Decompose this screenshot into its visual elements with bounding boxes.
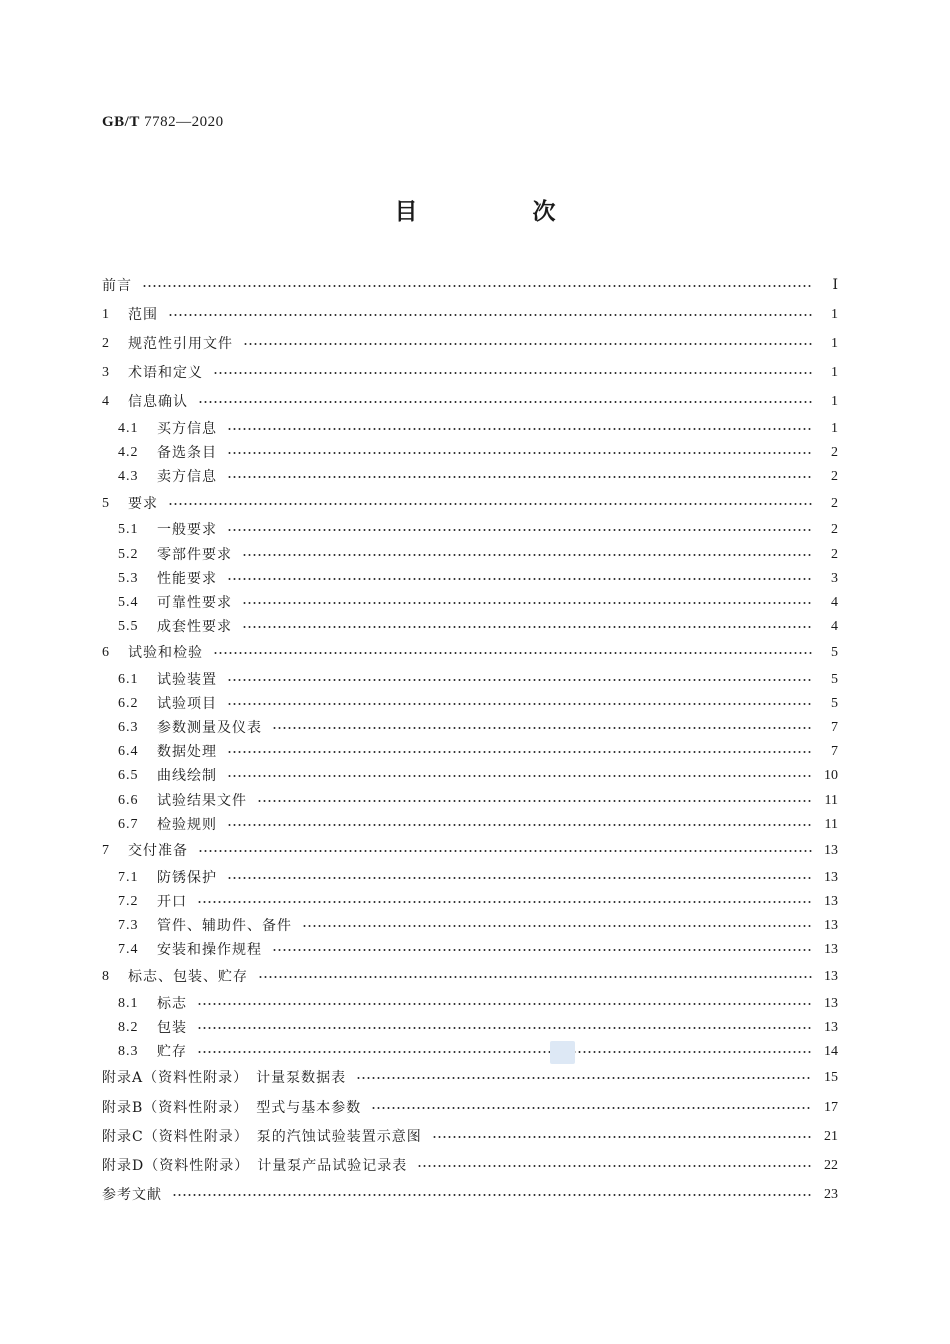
- toc-entry-label: 范围: [128, 306, 158, 323]
- toc-entry[interactable]: [102, 866, 838, 890]
- toc-entry[interactable]: [102, 1016, 838, 1040]
- toc-entry-number: 6.7: [118, 816, 139, 832]
- toc-entry-number: 6: [102, 645, 110, 661]
- toc-dot-leader: [197, 1026, 812, 1030]
- toc-entry[interactable]: [102, 1040, 838, 1064]
- table-of-contents: [102, 271, 838, 1210]
- toc-entry-number: 6.6: [118, 792, 139, 808]
- toc-entry-number: 6.1: [118, 672, 139, 688]
- toc-entry[interactable]: [102, 764, 838, 788]
- toc-entry-label: 标志: [157, 995, 187, 1012]
- toc-entry-page: 1: [831, 335, 838, 351]
- toc-entry-label: 性能要求: [157, 570, 217, 587]
- toc-dot-leader: [227, 427, 812, 431]
- toc-dot-leader: [227, 577, 812, 581]
- toc-entry-number: 6.5: [118, 768, 139, 784]
- toc-entry[interactable]: [102, 1064, 838, 1093]
- toc-entry[interactable]: [102, 543, 838, 567]
- toc-dot-leader: [213, 651, 812, 655]
- toc-entry-page: 2: [831, 445, 838, 461]
- toc-entry-page: 1: [831, 420, 838, 436]
- toc-entry-number: 7.4: [118, 942, 139, 958]
- toc-dot-leader: [227, 528, 812, 532]
- toc-entry-page: 13: [824, 942, 838, 958]
- toc-entry-number: 5.1: [118, 522, 139, 538]
- toc-entry-label: 管件、辅助件、备件: [157, 918, 292, 935]
- toc-entry-page: 11: [824, 816, 838, 832]
- toc-entry[interactable]: [102, 1181, 838, 1210]
- toc-entry-page: 3: [831, 570, 838, 586]
- toc-entry-label: 附录B（资料性附录） 型式与基本参数: [102, 1099, 362, 1116]
- standard-code: [102, 114, 224, 131]
- toc-entry-label: 标志、包装、贮存: [128, 968, 248, 985]
- toc-dot-leader: [197, 900, 812, 904]
- toc-entry-label: 防锈保护: [157, 869, 217, 886]
- toc-entry-label: 参数测量及仪表: [157, 720, 262, 737]
- toc-entry[interactable]: [102, 837, 838, 866]
- toc-entry[interactable]: [102, 465, 838, 489]
- toc-entry-label: 信息确认: [128, 394, 188, 411]
- toc-entry-label: 试验和检验: [128, 645, 203, 662]
- toc-entry-number: 8: [102, 968, 110, 984]
- toc-entry[interactable]: [102, 740, 838, 764]
- toc-dot-leader: [432, 1135, 812, 1139]
- toc-entry-number: 4: [102, 394, 110, 410]
- toc-entry-number: 5: [102, 495, 110, 511]
- standard-code-prefix: GB/T: [102, 114, 140, 130]
- page-title: 目 次: [394, 198, 602, 225]
- toc-dot-leader: [258, 975, 812, 979]
- toc-entry-page: 5: [831, 696, 838, 712]
- toc-entry[interactable]: [102, 789, 838, 813]
- toc-dot-leader: [242, 625, 812, 629]
- toc-entry-page: 22: [824, 1157, 838, 1173]
- toc-dot-leader: [168, 502, 812, 506]
- toc-entry-number: 5.5: [118, 618, 139, 634]
- toc-dot-leader: [198, 400, 812, 404]
- toc-entry-label: 曲线绘制: [157, 768, 217, 785]
- toc-entry-number: 8.1: [118, 995, 139, 1011]
- toc-entry[interactable]: [102, 962, 838, 991]
- toc-entry-page: 14: [824, 1043, 838, 1059]
- toc-dot-leader: [272, 948, 812, 952]
- toc-entry[interactable]: [102, 388, 838, 417]
- toc-entry[interactable]: [102, 890, 838, 914]
- toc-dot-leader: [198, 849, 812, 853]
- toc-dot-leader: [142, 284, 812, 288]
- toc-entry-number: 7.3: [118, 918, 139, 934]
- toc-entry[interactable]: [102, 991, 838, 1015]
- toc-entry-label: 检验规则: [157, 816, 217, 833]
- toc-entry[interactable]: [102, 1093, 838, 1122]
- toc-dot-leader: [227, 475, 812, 479]
- toc-entry-page: 5: [831, 645, 838, 661]
- toc-entry-page: 15: [824, 1070, 838, 1086]
- toc-entry-page: 4: [831, 618, 838, 634]
- toc-entry-label: 试验项目: [157, 696, 217, 713]
- toc-dot-leader: [227, 451, 812, 455]
- toc-entry-label: 前言: [102, 277, 132, 294]
- toc-entry-label: 附录C（资料性附录） 泵的汽蚀试验装置示意图: [102, 1128, 422, 1145]
- toc-entry-label: 附录D（资料性附录） 计量泵产品试验记录表: [102, 1157, 408, 1174]
- toc-entry-number: 4.1: [118, 420, 139, 436]
- toc-entry[interactable]: [102, 1122, 838, 1151]
- toc-entry-label: 卖方信息: [157, 469, 217, 486]
- toc-entry-number: 7: [102, 843, 110, 859]
- toc-entry-label: 零部件要求: [157, 546, 232, 563]
- toc-entry-label: 交付准备: [128, 843, 188, 860]
- toc-entry-page: 13: [824, 918, 838, 934]
- toc-entry-label: 备选条目: [157, 445, 217, 462]
- toc-entry-label: 可靠性要求: [157, 594, 232, 611]
- toc-entry[interactable]: [102, 518, 838, 542]
- toc-entry-page: 2: [831, 469, 838, 485]
- toc-entry[interactable]: [102, 567, 838, 591]
- toc-dot-leader: [257, 799, 812, 803]
- toc-entry-label: 术语和定义: [128, 365, 203, 382]
- toc-dot-leader: [197, 1050, 812, 1054]
- toc-entry-page: 13: [824, 968, 838, 984]
- toc-entry-label: 数据处理: [157, 744, 217, 761]
- toc-entry-number: 5.2: [118, 546, 139, 562]
- toc-entry-label: 买方信息: [157, 420, 217, 437]
- toc-entry-page: 13: [824, 894, 838, 910]
- toc-dot-leader: [227, 702, 812, 706]
- toc-entry[interactable]: [102, 359, 838, 388]
- toc-entry-page: 13: [824, 869, 838, 885]
- toc-entry[interactable]: [102, 417, 838, 441]
- toc-entry-label: 附录A（资料性附录） 计量泵数据表: [102, 1070, 347, 1087]
- toc-dot-leader: [272, 726, 812, 730]
- toc-entry[interactable]: [102, 914, 838, 938]
- toc-entry[interactable]: [102, 1151, 838, 1180]
- toc-entry-label: 试验装置: [157, 672, 217, 689]
- toc-entry-number: 8.2: [118, 1019, 139, 1035]
- standard-code-number: 7782—2020: [144, 114, 224, 130]
- toc-entry-page: 2: [831, 522, 838, 538]
- toc-entry-page: 10: [824, 768, 838, 784]
- toc-entry-label: 包装: [157, 1019, 187, 1036]
- toc-entry-number: 5.4: [118, 594, 139, 610]
- toc-entry[interactable]: [102, 441, 838, 465]
- toc-entry-label: 一般要求: [157, 522, 217, 539]
- toc-dot-leader: [227, 774, 812, 778]
- toc-entry[interactable]: [102, 489, 838, 518]
- toc-entry-number: 8.3: [118, 1043, 139, 1059]
- toc-entry[interactable]: [102, 300, 838, 329]
- toc-entry-label: 贮存: [157, 1043, 187, 1060]
- toc-entry-page: 21: [824, 1128, 838, 1144]
- toc-entry-label: 参考文献: [102, 1187, 162, 1204]
- toc-entry-page: 13: [824, 843, 838, 859]
- toc-entry-page: 4: [831, 594, 838, 610]
- toc-entry[interactable]: [102, 329, 838, 358]
- toc-dot-leader: [356, 1076, 812, 1080]
- toc-entry-number: 4.2: [118, 445, 139, 461]
- toc-entry-page: Ⅰ: [832, 277, 838, 293]
- toc-entry[interactable]: [102, 591, 838, 615]
- watermark-badge: [550, 1041, 575, 1064]
- toc-dot-leader: [227, 823, 812, 827]
- toc-entry-number: 7.2: [118, 894, 139, 910]
- toc-dot-leader: [371, 1106, 812, 1110]
- toc-entry-number: 6.4: [118, 744, 139, 760]
- toc-dot-leader: [172, 1193, 812, 1197]
- toc-entry-number: 4.3: [118, 469, 139, 485]
- toc-entry-number: 5.3: [118, 570, 139, 586]
- toc-dot-leader: [417, 1164, 812, 1168]
- toc-entry[interactable]: [102, 271, 838, 300]
- toc-entry[interactable]: [102, 692, 838, 716]
- toc-dot-leader: [168, 313, 812, 317]
- toc-entry-label: 开口: [157, 894, 187, 911]
- toc-entry-number: 6.2: [118, 696, 139, 712]
- toc-entry-page: 13: [824, 1019, 838, 1035]
- toc-entry[interactable]: [102, 938, 838, 962]
- toc-entry-page: 17: [824, 1099, 838, 1115]
- toc-entry-page: 7: [831, 720, 838, 736]
- toc-entry-label: 成套性要求: [157, 618, 232, 635]
- toc-entry-page: 1: [831, 394, 838, 410]
- toc-entry-page: 2: [831, 495, 838, 511]
- toc-entry[interactable]: [102, 813, 838, 837]
- toc-entry-page: 5: [831, 672, 838, 688]
- toc-entry-page: 7: [831, 744, 838, 760]
- toc-entry[interactable]: [102, 716, 838, 740]
- toc-entry-number: 3: [102, 365, 110, 381]
- toc-dot-leader: [213, 371, 812, 375]
- toc-entry-page: 2: [831, 546, 838, 562]
- toc-dot-leader: [227, 876, 812, 880]
- toc-entry-label: 安装和操作规程: [157, 942, 262, 959]
- toc-entry-page: 1: [831, 306, 838, 322]
- toc-entry-number: 6.3: [118, 720, 139, 736]
- toc-entry[interactable]: [102, 639, 838, 668]
- toc-entry-page: 23: [824, 1187, 838, 1203]
- toc-entry-label: 规范性引用文件: [128, 335, 233, 352]
- toc-entry[interactable]: [102, 615, 838, 639]
- toc-entry-number: 7.1: [118, 869, 139, 885]
- toc-dot-leader: [243, 342, 812, 346]
- toc-entry-page: 13: [824, 995, 838, 1011]
- toc-entry-page: 1: [831, 365, 838, 381]
- toc-entry-number: 2: [102, 335, 110, 351]
- toc-dot-leader: [227, 678, 812, 682]
- toc-entry[interactable]: [102, 668, 838, 692]
- toc-dot-leader: [302, 924, 812, 928]
- toc-dot-leader: [242, 553, 812, 557]
- toc-dot-leader: [197, 1002, 812, 1006]
- toc-entry-page: 11: [824, 792, 838, 808]
- toc-entry-label: 要求: [128, 495, 158, 512]
- toc-dot-leader: [227, 750, 812, 754]
- toc-entry-number: 1: [102, 306, 110, 322]
- toc-dot-leader: [242, 601, 812, 605]
- toc-entry-label: 试验结果文件: [157, 792, 247, 809]
